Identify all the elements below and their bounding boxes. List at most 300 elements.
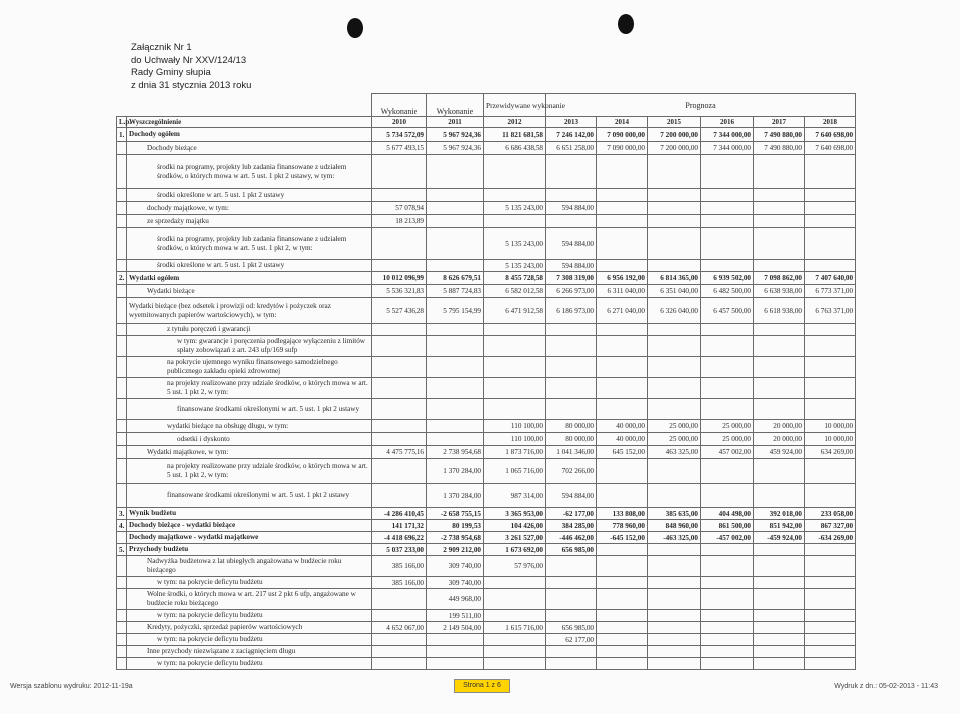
value-cell: 309 740,00 [427,556,484,577]
value-cell: 6 471 912,58 [484,298,546,324]
value-cell [546,336,597,357]
value-cell: 5 795 154,99 [427,298,484,324]
header-year: 2010 [372,117,427,128]
row-number [117,420,127,433]
value-cell: 7 640 698,00 [805,128,856,142]
row-label: w tym: na pokrycie deficytu budżetu [127,634,372,646]
row-number: 1. [117,128,127,142]
row-label: w tym: na pokrycie deficytu budżetu [127,658,372,670]
value-cell [805,622,856,634]
value-cell: -463 325,00 [648,532,701,544]
value-cell: 233 058,00 [805,508,856,520]
value-cell: 6 814 365,00 [648,272,701,285]
value-cell: 1 370 284,00 [427,459,484,484]
table-row [117,357,856,378]
value-cell: -645 152,00 [597,532,648,544]
value-cell [648,202,701,215]
value-cell [484,378,546,399]
value-cell [701,622,754,634]
value-cell: 392 018,00 [754,508,805,520]
header-line: z dnia 31 stycznia 2013 roku [131,79,252,91]
row-number [117,646,127,658]
table-row [117,378,856,399]
value-cell [372,433,427,446]
value-cell: -634 269,00 [805,532,856,544]
value-cell: 25 000,00 [701,420,754,433]
value-cell [427,324,484,336]
value-cell [546,658,597,670]
value-cell: 463 325,00 [648,446,701,459]
value-cell [754,228,805,260]
value-cell [597,544,648,556]
value-cell [805,378,856,399]
value-cell [484,589,546,610]
value-cell [372,610,427,622]
value-cell: 594 884,00 [546,260,597,272]
value-cell: 1 873 716,00 [484,446,546,459]
value-cell [648,556,701,577]
value-cell [754,378,805,399]
header-year: 2012 [484,117,546,128]
row-number [117,215,127,228]
value-cell: 80 199,53 [427,520,484,532]
header-line: Rady Gminy słupia [131,67,211,78]
table-row [117,324,856,336]
value-cell [372,484,427,508]
header-year: 2016 [701,117,754,128]
row-label: na pokrycie ujemnego wyniku finansowego samodzielnego publicznego zakładu opieki zdrowotnej [127,357,372,378]
value-cell [754,610,805,622]
table-row [117,520,856,532]
row-label: dochody majątkowe, w tym: [127,202,372,215]
value-cell [484,658,546,670]
value-cell: 40 000,00 [597,433,648,446]
value-cell [805,610,856,622]
row-number: 4. [117,520,127,532]
value-cell [546,610,597,622]
value-cell [546,324,597,336]
row-number [117,228,127,260]
table-row [117,532,856,544]
value-cell [648,324,701,336]
value-cell [701,202,754,215]
value-cell: 40 000,00 [597,420,648,433]
value-cell [701,544,754,556]
value-cell [754,589,805,610]
value-cell [648,189,701,202]
header-line: do Uchwały Nr XXV/124/13 [131,54,247,66]
value-cell: -457 002,00 [701,532,754,544]
value-cell: 645 152,00 [597,446,648,459]
value-cell: 7 090 000,00 [597,142,648,155]
value-cell [597,215,648,228]
header-year: 2011 [427,117,484,128]
value-cell [805,324,856,336]
value-cell [484,646,546,658]
value-cell [484,577,546,589]
header-year: 2014 [597,117,648,128]
row-number [117,532,127,544]
value-cell: -62 177,00 [546,508,597,520]
value-cell [754,622,805,634]
value-cell: 2 738 954,68 [427,446,484,459]
value-cell: 7 200 000,00 [648,128,701,142]
value-cell [427,155,484,189]
value-cell [546,556,597,577]
value-cell: 4 475 775,16 [372,446,427,459]
value-cell [805,399,856,420]
row-number [117,189,127,202]
value-cell: 7 344 000,00 [701,128,754,142]
value-cell: 62 177,00 [546,634,597,646]
value-cell [597,658,648,670]
value-cell: 594 884,00 [546,484,597,508]
row-label: wydatki bieżące na obsługę długu, w tym: [127,420,372,433]
value-cell [754,336,805,357]
value-cell [648,622,701,634]
value-cell [754,577,805,589]
value-cell: 8 626 679,51 [427,272,484,285]
row-label: Dochody bieżące - wydatki bieżące [127,520,372,532]
row-number [117,142,127,155]
row-label: środki na programy, projekty lub zadania finansowane z udziałem środków, o których mowa w art. 5 ust. 1 pkt 2 ustawy, w tym: [127,155,372,189]
value-cell: 6 939 502,00 [701,272,754,285]
table-row [117,336,856,357]
row-label: w tym: gwarancje i poręczenia podlegające wyłączeniu z limitów spłaty zobowiązań z art. 243 ufp/169 sufp [127,336,372,357]
value-cell [597,336,648,357]
value-cell [546,399,597,420]
value-cell: 309 740,00 [427,577,484,589]
value-cell [597,622,648,634]
value-cell [546,577,597,589]
table-row [117,433,856,446]
value-cell: 851 942,00 [754,520,805,532]
table-row [117,646,856,658]
row-number [117,459,127,484]
value-cell: 861 500,00 [701,520,754,532]
value-cell [754,459,805,484]
value-cell [701,189,754,202]
value-cell [427,420,484,433]
table-row [117,228,856,260]
value-cell [597,324,648,336]
table-row [117,298,856,324]
value-cell: 384 285,00 [546,520,597,532]
value-cell: 7 246 142,00 [546,128,597,142]
value-cell [597,228,648,260]
row-label: środki określone w art. 5 ust. 1 pkt 2 ustawy [127,189,372,202]
row-label: Dochody bieżące [127,142,372,155]
value-cell: 7 090 000,00 [597,128,648,142]
value-cell: 848 960,00 [648,520,701,532]
table-row [117,155,856,189]
value-cell [597,378,648,399]
value-cell [372,228,427,260]
value-cell [701,484,754,508]
value-cell: 5 135 243,00 [484,202,546,215]
value-cell: 1 370 284,00 [427,484,484,508]
row-number [117,484,127,508]
row-number: 2. [117,272,127,285]
row-number [117,446,127,459]
value-cell: 5 967 924,36 [427,142,484,155]
value-cell: 594 884,00 [546,228,597,260]
table-row [117,622,856,634]
table-row [117,142,856,155]
value-cell [754,399,805,420]
value-cell [648,155,701,189]
value-cell [546,155,597,189]
value-cell [597,189,648,202]
value-cell [372,589,427,610]
table-row [117,189,856,202]
value-cell: 20 000,00 [754,433,805,446]
header-prognoza: Prognoza [546,94,856,117]
value-cell [701,336,754,357]
value-cell: 778 960,00 [597,520,648,532]
value-cell [546,189,597,202]
value-cell: 449 968,00 [427,589,484,610]
value-cell: -2 658 755,15 [427,508,484,520]
value-cell [597,357,648,378]
table-row [117,610,856,622]
header-year: 2017 [754,117,805,128]
value-cell [597,646,648,658]
value-cell: 7 407 640,00 [805,272,856,285]
table-row [117,202,856,215]
row-label: Wynik budżetu [127,508,372,520]
value-cell: 6 763 371,00 [805,298,856,324]
row-number [117,658,127,670]
table-row [117,589,856,610]
value-cell: 1 065 716,00 [484,459,546,484]
value-cell: 5 677 493,15 [372,142,427,155]
value-cell: 5 135 243,00 [484,228,546,260]
value-cell: 6 651 258,00 [546,142,597,155]
row-number [117,378,127,399]
value-cell [701,577,754,589]
value-cell [427,634,484,646]
value-cell: 25 000,00 [648,420,701,433]
table-row [117,459,856,484]
row-label: Inne przychody niezwiązane z zaciągnięciem długu [127,646,372,658]
value-cell: 656 985,00 [546,622,597,634]
value-cell: 656 985,00 [546,544,597,556]
value-cell: 404 498,00 [701,508,754,520]
value-cell: 6 773 371,00 [805,285,856,298]
value-cell [805,228,856,260]
row-number [117,622,127,634]
value-cell: 1 615 716,00 [484,622,546,634]
value-cell [372,420,427,433]
table-row [117,484,856,508]
value-cell: 987 314,00 [484,484,546,508]
row-label: ze sprzedaży majątku [127,215,372,228]
value-cell [484,324,546,336]
row-number: 5. [117,544,127,556]
value-cell: 110 100,00 [484,420,546,433]
value-cell: 6 686 438,58 [484,142,546,155]
row-label: Wydatki bieżące [127,285,372,298]
value-cell [701,324,754,336]
row-number: 3. [117,508,127,520]
row-number [117,336,127,357]
value-cell: 80 000,00 [546,433,597,446]
value-cell [427,228,484,260]
value-cell: 6 186 973,00 [546,298,597,324]
value-cell: 3 261 527,00 [484,532,546,544]
value-cell [597,484,648,508]
value-cell [805,577,856,589]
value-cell [648,228,701,260]
value-cell [427,433,484,446]
value-cell: 7 200 000,00 [648,142,701,155]
value-cell [372,658,427,670]
value-cell [805,556,856,577]
row-label: na projekty realizowane przy udziale środków, o których mowa w art. 5 ust. 1 pkt 2, w tym: [127,378,372,399]
value-cell: -4 418 696,22 [372,532,427,544]
row-number [117,260,127,272]
value-cell: 5 527 436,28 [372,298,427,324]
row-number [117,285,127,298]
value-cell [754,544,805,556]
value-cell: 6 956 192,00 [597,272,648,285]
value-cell [372,459,427,484]
value-cell: 1 041 346,00 [546,446,597,459]
value-cell: 10 000,00 [805,433,856,446]
value-cell [648,459,701,484]
row-label: Wolne środki, o których mowa w art. 217 ust 2 pkt 6 ufp, angażowane w budżecie roku bieżącego [127,589,372,610]
header-year: 2018 [805,117,856,128]
value-cell [372,260,427,272]
value-cell [648,399,701,420]
value-cell: 11 821 681,58 [484,128,546,142]
value-cell [597,556,648,577]
value-cell [754,260,805,272]
value-cell [701,399,754,420]
value-cell: 20 000,00 [754,420,805,433]
value-cell [372,378,427,399]
value-cell: 8 455 728,58 [484,272,546,285]
value-cell [648,336,701,357]
value-cell [648,589,701,610]
value-cell: 3 365 953,00 [484,508,546,520]
value-cell [805,155,856,189]
value-cell: 6 351 040,00 [648,285,701,298]
value-cell [484,336,546,357]
value-cell: 6 326 040,00 [648,298,701,324]
table-row [117,508,856,520]
value-cell: 2 909 212,00 [427,544,484,556]
value-cell [372,634,427,646]
value-cell [701,260,754,272]
value-cell [546,357,597,378]
value-cell: 385 166,00 [372,556,427,577]
value-cell [372,155,427,189]
value-cell: 634 269,00 [805,446,856,459]
value-cell [701,215,754,228]
value-cell: 6 582 012,58 [484,285,546,298]
value-cell [427,646,484,658]
row-number [117,433,127,446]
value-cell [484,610,546,622]
value-cell [427,260,484,272]
row-number [117,610,127,622]
value-cell [427,378,484,399]
row-number [117,634,127,646]
table-row [117,272,856,285]
row-label: Wydatki ogółem [127,272,372,285]
header-year: 2015 [648,117,701,128]
value-cell [805,336,856,357]
value-cell [597,399,648,420]
value-cell [701,155,754,189]
value-cell: 7 490 880,00 [754,128,805,142]
value-cell: 6 266 973,00 [546,285,597,298]
value-cell [701,459,754,484]
value-cell [754,155,805,189]
value-cell: 5 887 724,83 [427,285,484,298]
value-cell [484,634,546,646]
value-cell: 385 635,00 [648,508,701,520]
header-przewidywane: Przewidywane wykonanie [484,94,546,117]
value-cell [427,336,484,357]
value-cell [754,634,805,646]
value-cell: 133 808,00 [597,508,648,520]
value-cell: 2 149 504,00 [427,622,484,634]
value-cell [805,646,856,658]
table-row [117,446,856,459]
table-row [117,577,856,589]
value-cell: 7 344 000,00 [701,142,754,155]
value-cell [805,484,856,508]
value-cell [648,646,701,658]
row-label: Nadwyżka budżetowa z lat ubiegłych angażowana w budżecie roku bieżącego [127,556,372,577]
value-cell [427,215,484,228]
value-cell [597,577,648,589]
value-cell: -459 924,00 [754,532,805,544]
value-cell [484,189,546,202]
row-number [117,357,127,378]
value-cell [648,260,701,272]
value-cell [805,357,856,378]
table-row [117,399,856,420]
value-cell: 5 037 233,00 [372,544,427,556]
value-cell: 385 166,00 [372,577,427,589]
punch-hole-left [347,18,363,38]
row-label: Wydatki majątkowe, w tym: [127,446,372,459]
value-cell [754,189,805,202]
row-label: środki na programy, projekty lub zadania finansowane z udziałem środków, o których mowa w art. 5 ust. 1 pkt 2, w tym: [127,228,372,260]
value-cell: 104 426,00 [484,520,546,532]
row-label: w tym: na pokrycie deficytu budżetu [127,610,372,622]
value-cell [372,189,427,202]
value-cell [805,658,856,670]
value-cell [754,202,805,215]
value-cell [546,646,597,658]
row-label: na projekty realizowane przy udziale środków, o których mowa w art. 5 ust. 1 pkt 2, w tym: [127,459,372,484]
value-cell [754,215,805,228]
value-cell [701,646,754,658]
value-cell [805,215,856,228]
row-label: odsetki i dyskonto [127,433,372,446]
row-label: Dochody ogółem [127,128,372,142]
value-cell [701,357,754,378]
value-cell [597,155,648,189]
value-cell: 5 135 243,00 [484,260,546,272]
value-cell: -4 286 410,45 [372,508,427,520]
value-cell: 80 000,00 [546,420,597,433]
